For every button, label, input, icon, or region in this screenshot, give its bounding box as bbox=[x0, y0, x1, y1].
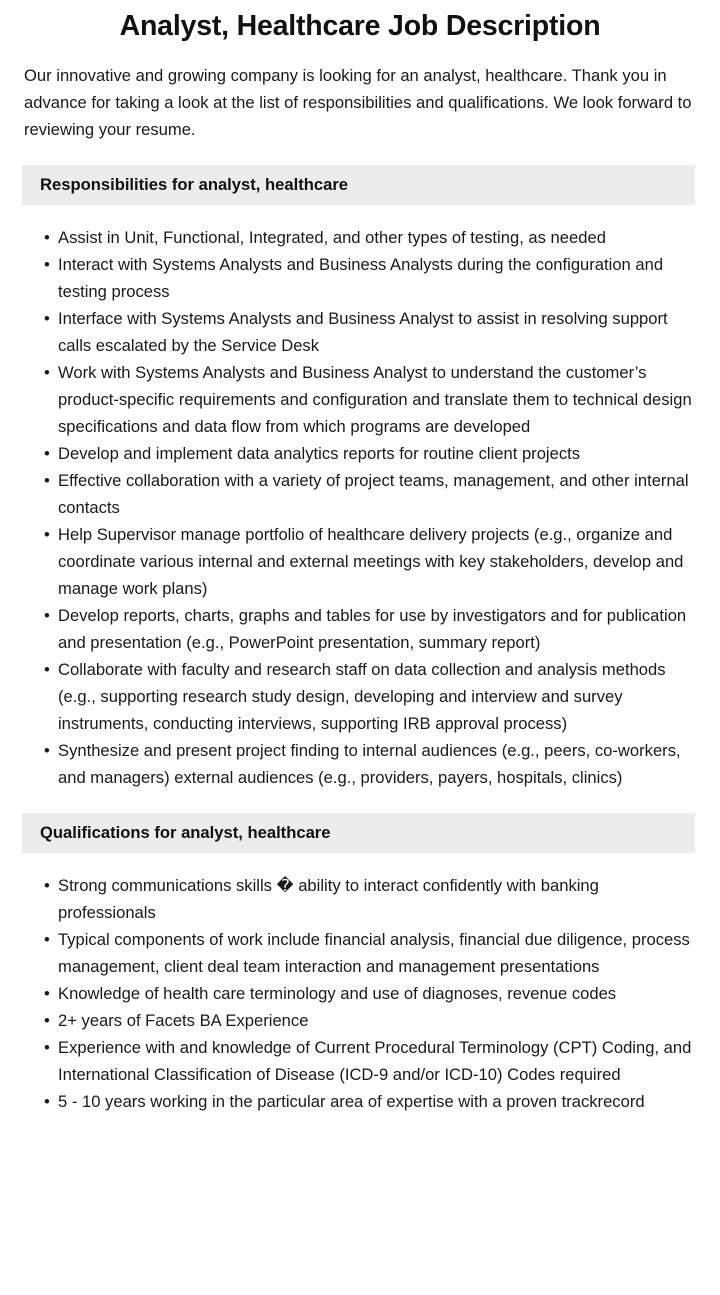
list-item bbox=[24, 872, 695, 926]
section-header-label: Responsibilities for analyst, healthcare bbox=[40, 175, 349, 194]
bullet-icon: • bbox=[44, 741, 50, 760]
intro-paragraph: Our innovative and growing company is looking for an analyst, healthcare. Thank you in advance for taking a look at the list of responsibilities and qualifications. We look forward to reviewing your resume. bbox=[24, 66, 692, 139]
list-item bbox=[24, 980, 695, 1007]
bullet-icon: • bbox=[44, 471, 50, 490]
responsibilities-list bbox=[0, 205, 720, 791]
bullet-icon: • bbox=[44, 255, 50, 274]
list-item bbox=[24, 251, 695, 305]
list-item bbox=[24, 440, 695, 467]
list-item-text: Typical components of work include financial analysis, financial due diligence, process management, client deal team interaction and management presentations bbox=[58, 930, 690, 976]
bullet-icon: • bbox=[44, 228, 50, 247]
section-header-responsibilities bbox=[22, 165, 695, 205]
list-item-text: Help Supervisor manage portfolio of healthcare delivery projects (e.g., organize and coordinate various internal and external meetings with key stakeholders, develop and manage work plans) bbox=[58, 525, 684, 598]
list-item bbox=[24, 224, 695, 251]
page-bottom-spacer bbox=[0, 1115, 720, 1143]
list-item bbox=[24, 521, 695, 602]
section-header-qualifications bbox=[22, 813, 695, 853]
list-item-text: Strong communications skills � ability to interact confidently with banking professionals bbox=[58, 876, 599, 922]
list-item bbox=[24, 656, 695, 737]
list-item-text: Develop reports, charts, graphs and tables for use by investigators and for publication and presentation (e.g., PowerPoint presentation, summary report) bbox=[58, 606, 687, 652]
list-item-text: Synthesize and present project finding to internal audiences (e.g., peers, co-workers, and managers) external audiences (e.g., providers, payers, hospitals, clinics) bbox=[58, 741, 681, 787]
bullet-icon: • bbox=[44, 1092, 50, 1111]
list-item-text: Experience with and knowledge of Current Procedural Terminology (CPT) Coding, and International Classification of Disease (ICD-9 and/or ICD-10) Codes required bbox=[58, 1038, 692, 1084]
list-item bbox=[24, 467, 695, 521]
list-item-text: Collaborate with faculty and research staff on data collection and analysis methods (e.g., supporting research study design, developing and interview and survey instruments, conducting interviews, supporting IRB approval process) bbox=[58, 660, 666, 733]
bullet-icon: • bbox=[44, 876, 50, 895]
bullet-icon: • bbox=[44, 660, 50, 679]
list-item-text: Interface with Systems Analysts and Business Analyst to assist in resolving support calls escalated by the Service Desk bbox=[58, 309, 668, 355]
list-item-text: Develop and implement data analytics reports for routine client projects bbox=[58, 444, 581, 463]
bullet-icon: • bbox=[44, 606, 50, 625]
bullet-icon: • bbox=[44, 444, 50, 463]
bullet-icon: • bbox=[44, 309, 50, 328]
section-responsibilities bbox=[0, 165, 720, 791]
list-item bbox=[24, 602, 695, 656]
list-item-text: Assist in Unit, Functional, Integrated, and other types of testing, as needed bbox=[58, 228, 606, 247]
bullet-icon: • bbox=[44, 1011, 50, 1030]
bullet-icon: • bbox=[44, 930, 50, 949]
list-item bbox=[24, 359, 695, 440]
bullet-icon: • bbox=[44, 525, 50, 544]
list-item-text: Effective collaboration with a variety of project teams, management, and other internal contacts bbox=[58, 471, 689, 517]
list-item-text: 2+ years of Facets BA Experience bbox=[58, 1011, 309, 1030]
list-item-text: Knowledge of health care terminology and use of diagnoses, revenue codes bbox=[58, 984, 617, 1003]
list-item bbox=[24, 926, 695, 980]
section-qualifications bbox=[0, 813, 720, 1115]
bullet-icon: • bbox=[44, 363, 50, 382]
list-item-text: Interact with Systems Analysts and Business Analysts during the configuration and testing process bbox=[58, 255, 664, 301]
list-item-text: Work with Systems Analysts and Business Analyst to understand the customer’s product-specific requirements and configuration and translate them to technical design specifications and data flow from which programs are developed bbox=[58, 363, 692, 436]
bullet-icon: • bbox=[44, 1038, 50, 1057]
list-item bbox=[24, 1007, 695, 1034]
bullet-icon: • bbox=[44, 984, 50, 1003]
list-item bbox=[24, 1034, 695, 1088]
page-title: Analyst, Healthcare Job Description bbox=[119, 10, 601, 42]
list-item bbox=[24, 737, 695, 791]
list-item bbox=[24, 1088, 695, 1115]
qualifications-list bbox=[0, 853, 720, 1115]
list-item bbox=[24, 305, 695, 359]
list-item-text: 5 - 10 years working in the particular area of expertise with a proven trackrecord bbox=[58, 1092, 645, 1111]
section-header-label: Qualifications for analyst, healthcare bbox=[40, 823, 331, 842]
